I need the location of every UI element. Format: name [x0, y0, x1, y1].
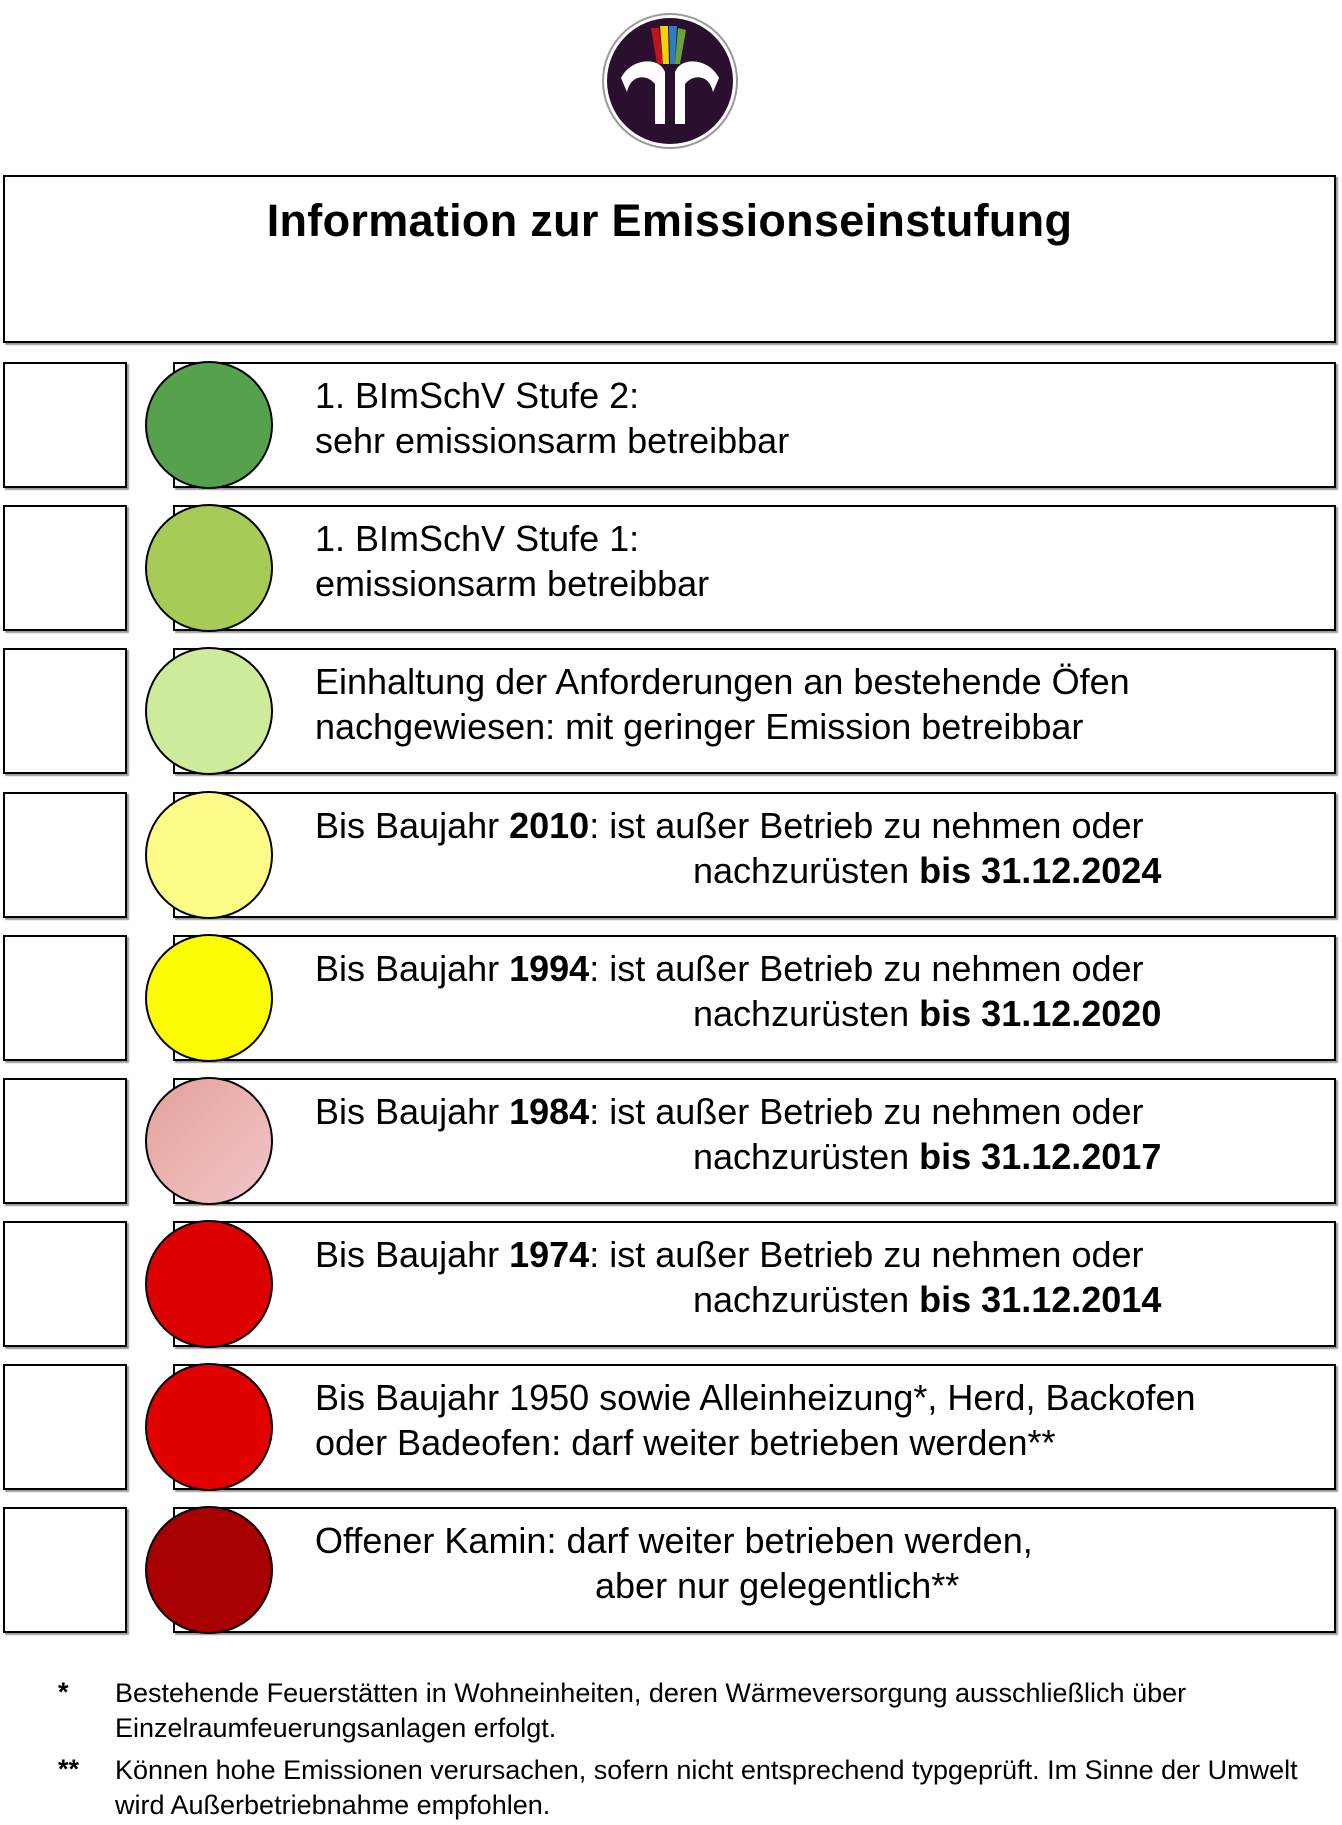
footnote-2-mark: ** [58, 1754, 80, 1784]
emission-row-stufe-1 [3, 505, 1336, 631]
checkbox[interactable] [3, 362, 127, 488]
footnote-2-text: Können hohe Emissionen verursachen, sofern nicht entsprechend typgeprüft. Im Sinne der Umwelt wird Außerbetriebnahme empfohlen. [115, 1755, 1298, 1820]
guild-logo [601, 12, 739, 150]
row-label-line-2: aber nur gelegentlich** [595, 1565, 960, 1606]
row-label-line-1: Bis Baujahr 2010: ist außer Betrieb zu nehmen oder [315, 805, 1144, 846]
pink-circle-icon [145, 1077, 273, 1205]
row-label-line-2: sehr emissionsarm betreibbar [315, 420, 790, 461]
checkbox[interactable] [3, 648, 127, 774]
row-label-line-2: oder Badeofen: darf weiter betrieben werden** [315, 1422, 1056, 1463]
emission-row-baujahr-1974 [3, 1221, 1336, 1347]
red-circle-icon [145, 1363, 273, 1491]
red-circle-icon [145, 1220, 273, 1348]
page-title: Information zur Emissionseinstufung [266, 195, 1073, 246]
row-label-line-1: 1. BImSchV Stufe 1: [315, 518, 640, 559]
row-label-line-2: nachgewiesen: mit geringer Emission betreibbar [315, 706, 1084, 747]
emission-row-stufe-2 [3, 362, 1336, 488]
row-label-line-2: emissionsarm betreibbar [315, 563, 710, 604]
footnote-1-text: Bestehende Feuerstätten in Wohneinheiten, deren Wärmeversorgung ausschließlich über Einzelraumfeuerungsanlagen erfolgt. [115, 1678, 1187, 1743]
row-label-line-2: nachzurüsten bis 31.12.2024 [693, 850, 1162, 891]
footnote-1-mark: * [58, 1677, 69, 1707]
title-box [3, 175, 1336, 343]
row-label-line-1: Bis Baujahr 1984: ist außer Betrieb zu nehmen oder [315, 1091, 1144, 1132]
row-label-line-1: Bis Baujahr 1974: ist außer Betrieb zu nehmen oder [315, 1234, 1144, 1275]
green-circle-icon [145, 504, 273, 632]
row-label-line-1: Bis Baujahr 1994: ist außer Betrieb zu nehmen oder [315, 948, 1144, 989]
emission-row-baujahr-1994 [3, 935, 1336, 1061]
yellow-circle-icon [145, 934, 273, 1062]
row-label-line-1: Offener Kamin: darf weiter betrieben werden, [315, 1520, 1033, 1561]
dark-green-circle-icon [145, 361, 273, 489]
row-label-line-1: Einhaltung der Anforderungen an bestehende Öfen [315, 661, 1130, 702]
light-green-circle-icon [145, 647, 273, 775]
row-label-line-1: 1. BImSchV Stufe 2: [315, 375, 640, 416]
checkbox[interactable] [3, 792, 127, 918]
light-yellow-circle-icon [145, 791, 273, 919]
emission-row-bestehende-oefen [3, 648, 1336, 774]
emission-row-offener-kamin [3, 1507, 1336, 1633]
checkbox[interactable] [3, 1221, 127, 1347]
emission-row-baujahr-1950 [3, 1364, 1336, 1490]
emission-row-baujahr-2010 [3, 792, 1336, 918]
checkbox[interactable] [3, 1507, 127, 1633]
checkbox[interactable] [3, 505, 127, 631]
row-label-line-2: nachzurüsten bis 31.12.2014 [693, 1279, 1162, 1320]
checkbox[interactable] [3, 1364, 127, 1490]
checkbox[interactable] [3, 935, 127, 1061]
row-label-line-2: nachzurüsten bis 31.12.2020 [693, 993, 1162, 1034]
emission-row-baujahr-1984 [3, 1078, 1336, 1204]
checkbox[interactable] [3, 1078, 127, 1204]
row-label-line-1: Bis Baujahr 1950 sowie Alleinheizung*, Herd, Backofen [315, 1377, 1196, 1418]
row-label-line-2: nachzurüsten bis 31.12.2017 [693, 1136, 1162, 1177]
dark-red-circle-icon [145, 1506, 273, 1634]
